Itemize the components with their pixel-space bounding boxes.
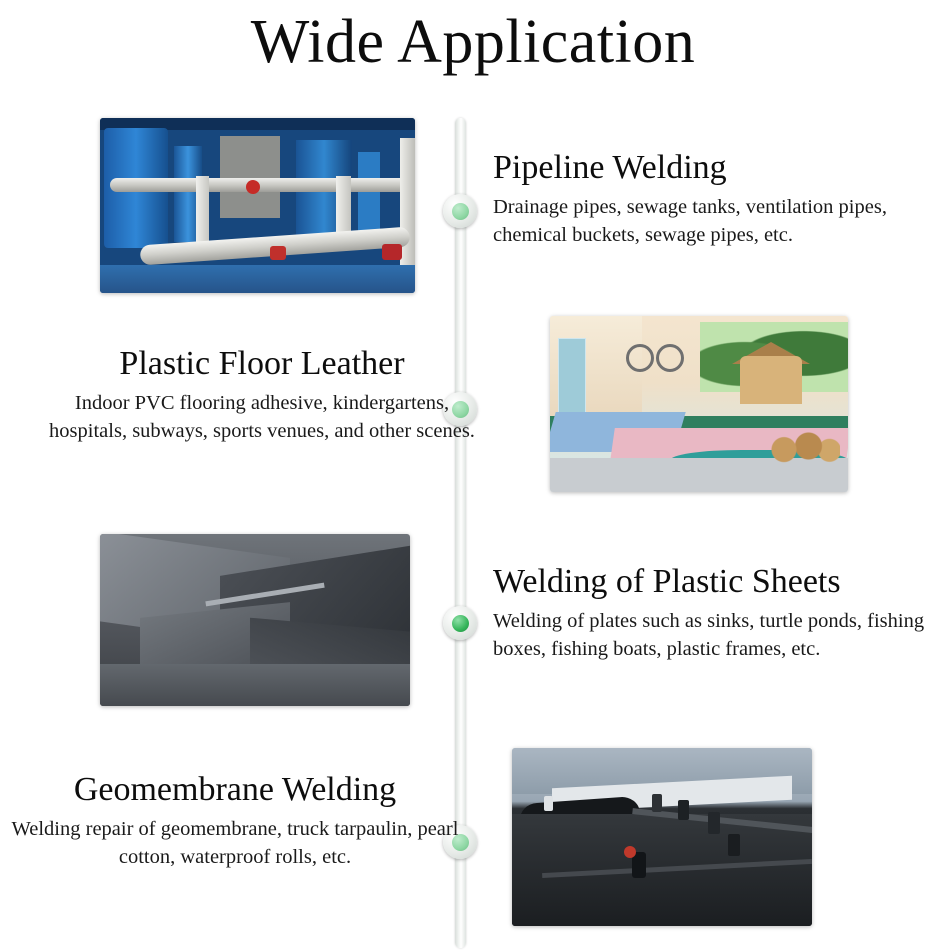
geomembrane-welding-text [0,748,470,872]
plastic-floor-leather-heading: Plastic Floor Leather [119,345,405,382]
pipeline-welding-heading: Pipeline Welding [493,149,727,186]
plastic-floor-leather-body: Indoor PVC flooring adhesive, kindergartens, hospitals, subways, sports venues, and other scenes. [49,392,475,443]
welding-of-plastic-sheets-heading: Welding of Plastic Sheets [493,563,841,600]
pipeline-welding-image [100,118,415,293]
geomembrane-welding-heading: Geomembrane Welding [73,771,397,808]
geomembrane-welding-body: Welding repair of geomembrane, truck tarpaulin, pearl cotton, waterproof rolls, etc. [11,818,459,869]
welding-of-plastic-sheets-image [100,534,410,706]
page-title: Wide Application [250,8,696,76]
plastic-floor-leather-image [550,316,848,492]
section-plastic-floor-leather [0,316,848,492]
section-geomembrane-welding [0,748,812,926]
pipeline-welding-body: Drainage pipes, sewage tanks, ventilation pipes, chemical buckets, sewage pipes, etc. [493,196,887,247]
welding-of-plastic-sheets-body: Welding of plates such as sinks, turtle ponds, fishing boxes, fishing boats, plastic frames, etc. [493,610,925,661]
welding-of-plastic-sheets-text [493,534,946,664]
section-pipeline-welding [0,118,946,293]
geomembrane-welding-image [512,748,812,926]
section-welding-of-plastic-sheets [0,534,946,706]
pipeline-welding-text [493,118,946,250]
plastic-floor-leather-text [42,316,482,446]
